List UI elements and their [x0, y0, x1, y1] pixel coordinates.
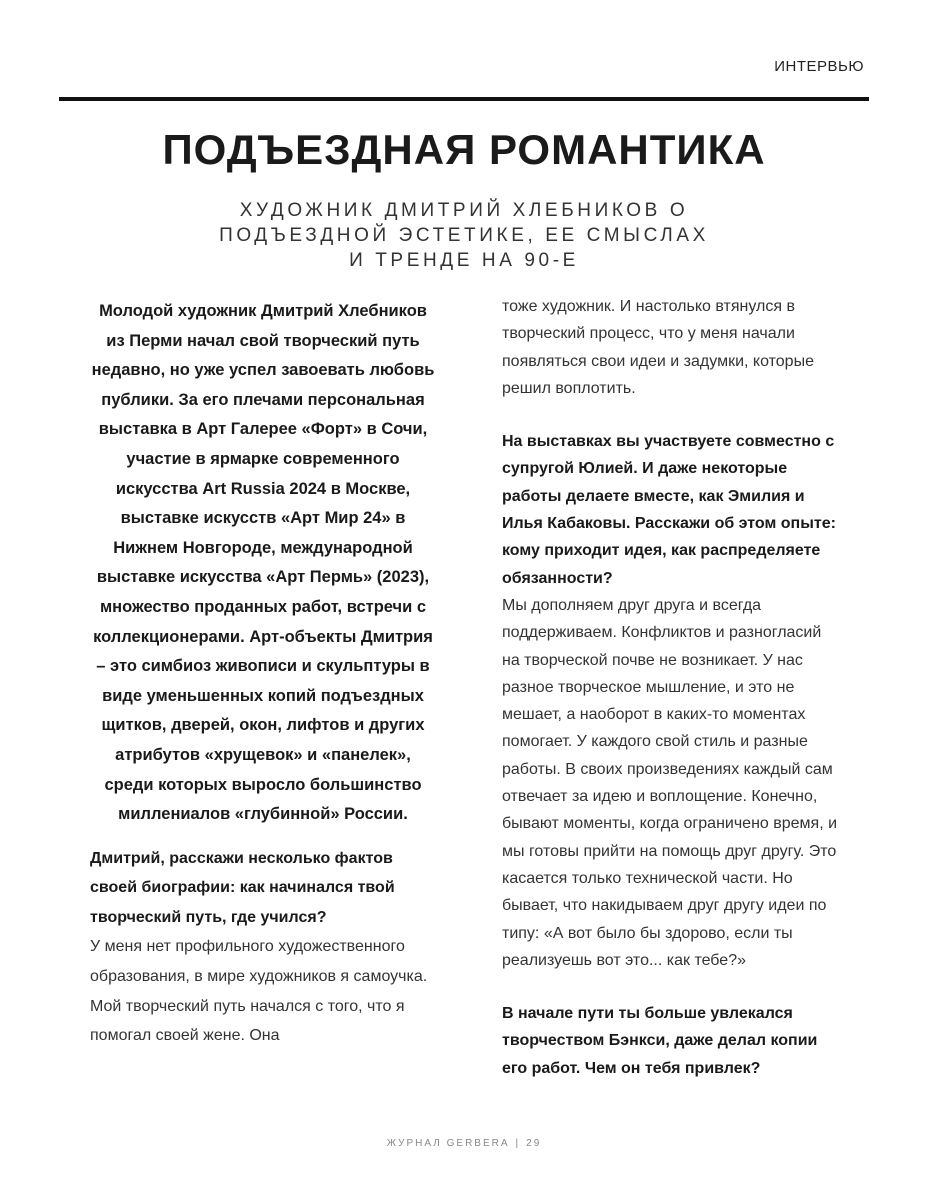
page-footer — [0, 1138, 928, 1149]
answer-1-part-2: тоже художник. И настолько втянулся в творческий процесс, что у меня начали появляться свои идеи и задумки, которые решил воплотить. — [502, 298, 814, 397]
left-column — [90, 297, 436, 1051]
answer-1-part-1: У меня нет профильного художественного образования, в мире художников я самоучка. Мой творческий путь начался с того, что я помогал своей жене. Она — [90, 938, 428, 1045]
article-title: ПОДЪЕЗДНАЯ РОМАНТИКА — [162, 126, 766, 173]
right-column — [502, 293, 842, 1082]
page-number: 29 — [526, 1138, 542, 1149]
section-label: ИНТЕРВЬЮ — [774, 58, 864, 75]
answer-2: Мы дополняем друг друга и всегда поддерживаем. Конфликтов и разногласий на творческой почве не возникает. У нас разное творческое мышление, и это не мешает, а наоборот в каких-то моментах помогает. У каждого свой стиль и разные работы. В своих произведениях каждый сам отвечает за идею и воплощение. Конечно, бывают моменты, когда ограничено время, и мы готовы прийти на помощь друг другу. Это касается только технической части. Но бывает, что накидываем друг другу идеи по типу: «А вот было бы здорово, если ты реализуешь вот это... как тебе?» — [502, 596, 838, 969]
question-3: В начале пути ты больше увлекался творчеством Бэнкси, даже делал копии его работ. Чем он тебя привлек? — [502, 1005, 818, 1077]
article-subtitle: ХУДОЖНИК ДМИТРИЙ ХЛЕБНИКОВ О ПОДЪЕЗДНОЙ ЭСТЕТИКЕ, ЕЕ СМЫСЛАХ И ТРЕНДЕ НА 90-Е — [219, 200, 709, 271]
header-rule — [59, 97, 869, 101]
footer-separator: | — [515, 1138, 521, 1149]
intro-paragraph: Молодой художник Дмитрий Хлебников из Перми начал свой творческий путь недавно, но уже успел завоевать любовь публики. За его плечами персональная выставка в Арт Галерее «Форт» в Сочи, участие в ярмарке современного искусства Art Russia 2024 в Москве, выставке искусств «Арт Мир 24» в Нижнем Новгороде, международной выставке искусства «Арт Пермь» (2023), множество проданных работ, встречи с коллекционерами. Арт-объекты Дмитрия – это симбиоз живописи и скульптуры в виде уменьшенных копий подъездных щитков, дверей, окон, лифтов и других атрибутов «хрущевок» и «панелек», среди которых выросло большинство миллениалов «глубинной» России. — [91, 302, 435, 824]
journal-name: ЖУРНАЛ GERBERA — [386, 1138, 510, 1149]
question-1: Дмитрий, расскажи несколько фактов своей биографии: как начинался твой творческий путь, где учился? — [90, 849, 395, 926]
question-2: На выставках вы участвуете совместно с супругой Юлией. И даже некоторые работы делаете вместе, как Эмилия и Илья Кабаковы. Расскажи об этом опыте: кому приходит идея, как распределяете обязанности? — [502, 433, 836, 587]
